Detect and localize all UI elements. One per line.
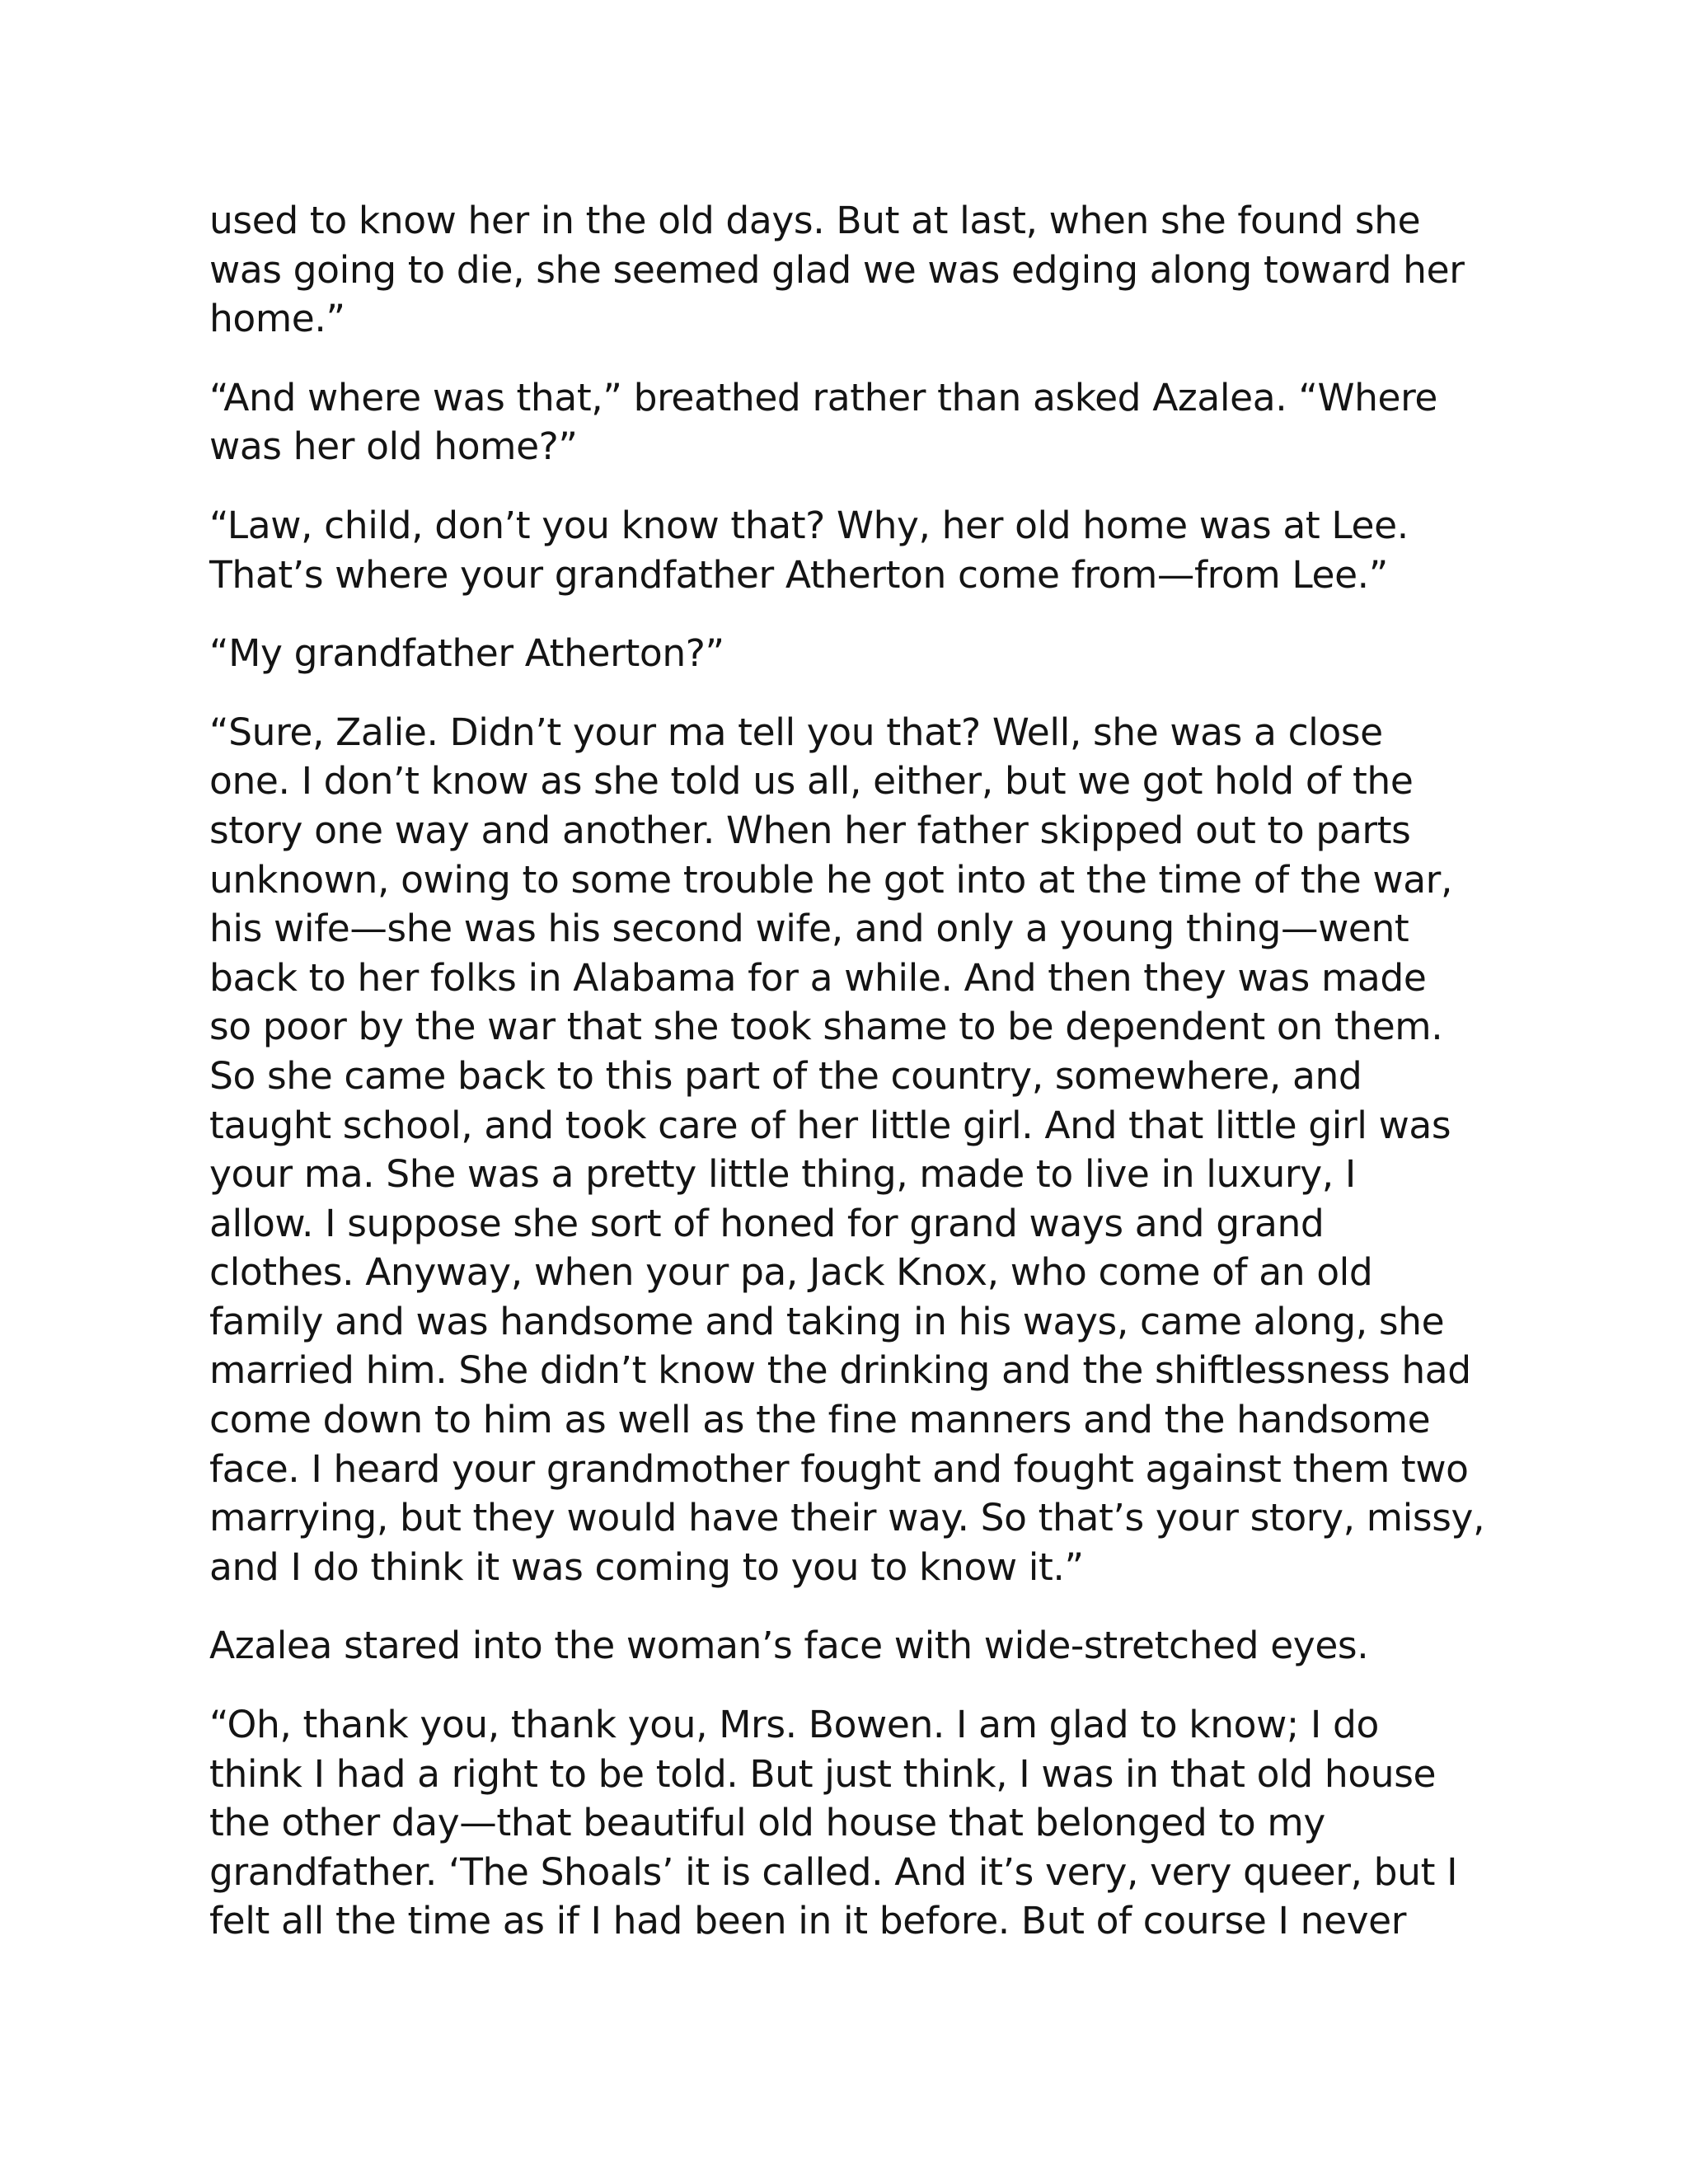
- text-line: story one way and another. When her father skipped out to parts: [209, 808, 1411, 852]
- text-line: “Oh, thank you, thank you, Mrs. Bowen. I am glad to know; I do: [209, 1703, 1379, 1747]
- text-line: marrying, but they would have their way. So that’s your story, missy,: [209, 1496, 1485, 1540]
- text-line: grandfather. ‘The Shoals’ it is called. And it’s very, very queer, but I: [209, 1849, 1458, 1894]
- text-line: and I do think it was coming to you to know it.”: [209, 1544, 1084, 1589]
- text-line: unknown, owing to some trouble he got into at the time of the war,: [209, 857, 1453, 902]
- text-line: That’s where your grandfather Atherton come from—from Lee.”: [209, 552, 1388, 597]
- text-line: was her old home?”: [209, 424, 578, 469]
- paragraph-4: [209, 629, 1495, 678]
- paragraph-1: [209, 196, 1495, 344]
- text-line: married him. She didn’t know the drinking and the shiftlessness had: [209, 1348, 1471, 1393]
- document-page: [209, 196, 1495, 1975]
- paragraph-6: [209, 1621, 1495, 1671]
- text-line: one. I don’t know as she told us all, either, but we got hold of the: [209, 759, 1414, 804]
- text-line: felt all the time as if I had been in it before. But of course I never: [209, 1899, 1407, 1943]
- text-line: So she came back to this part of the country, somewhere, and: [209, 1053, 1362, 1098]
- text-line: was going to die, she seemed glad we was edging along toward her: [209, 247, 1465, 292]
- text-line: come down to him as well as the fine manners and the handsome: [209, 1398, 1431, 1442]
- text-line: “My grandfather Atherton?”: [209, 631, 724, 676]
- text-line: taught school, and took care of her little girl. And that little girl was: [209, 1103, 1451, 1147]
- text-line: his wife—she was his second wife, and only a young thing—went: [209, 907, 1409, 951]
- text-line: so poor by the war that she took shame to be dependent on them.: [209, 1005, 1443, 1049]
- text-line: Azalea stared into the woman’s face with wide-stretched eyes.: [209, 1624, 1369, 1668]
- paragraph-7: [209, 1700, 1495, 1946]
- text-line: think I had a right to be told. But just think, I was in that old house: [209, 1751, 1437, 1796]
- paragraph-3: [209, 501, 1495, 599]
- text-line: family and was handsome and taking in his ways, came along, she: [209, 1299, 1445, 1343]
- text-line: clothes. Anyway, when your pa, Jack Knox, who come of an old: [209, 1250, 1373, 1295]
- text-line: “Sure, Zalie. Didn’t your ma tell you that? Well, she was a close: [209, 710, 1383, 754]
- text-line: the other day—that beautiful old house that belonged to my: [209, 1801, 1325, 1845]
- text-line: “Law, child, don’t you know that? Why, her old home was at Lee.: [209, 503, 1409, 547]
- text-line: “And where was that,” breathed rather than asked Azalea. “Where: [209, 375, 1438, 419]
- paragraph-2: [209, 373, 1495, 471]
- text-line: back to her folks in Alabama for a while. And then they was made: [209, 955, 1427, 1000]
- text-line: home.”: [209, 297, 345, 341]
- paragraph-5: [209, 708, 1495, 1592]
- text-line: allow. I suppose she sort of honed for grand ways and grand: [209, 1201, 1325, 1245]
- text-line: face. I heard your grandmother fought and fought against them two: [209, 1446, 1469, 1491]
- text-line: used to know her in the old days. But at last, when she found she: [209, 199, 1421, 242]
- text-line: your ma. She was a pretty little thing, made to live in luxury, I: [209, 1152, 1356, 1197]
